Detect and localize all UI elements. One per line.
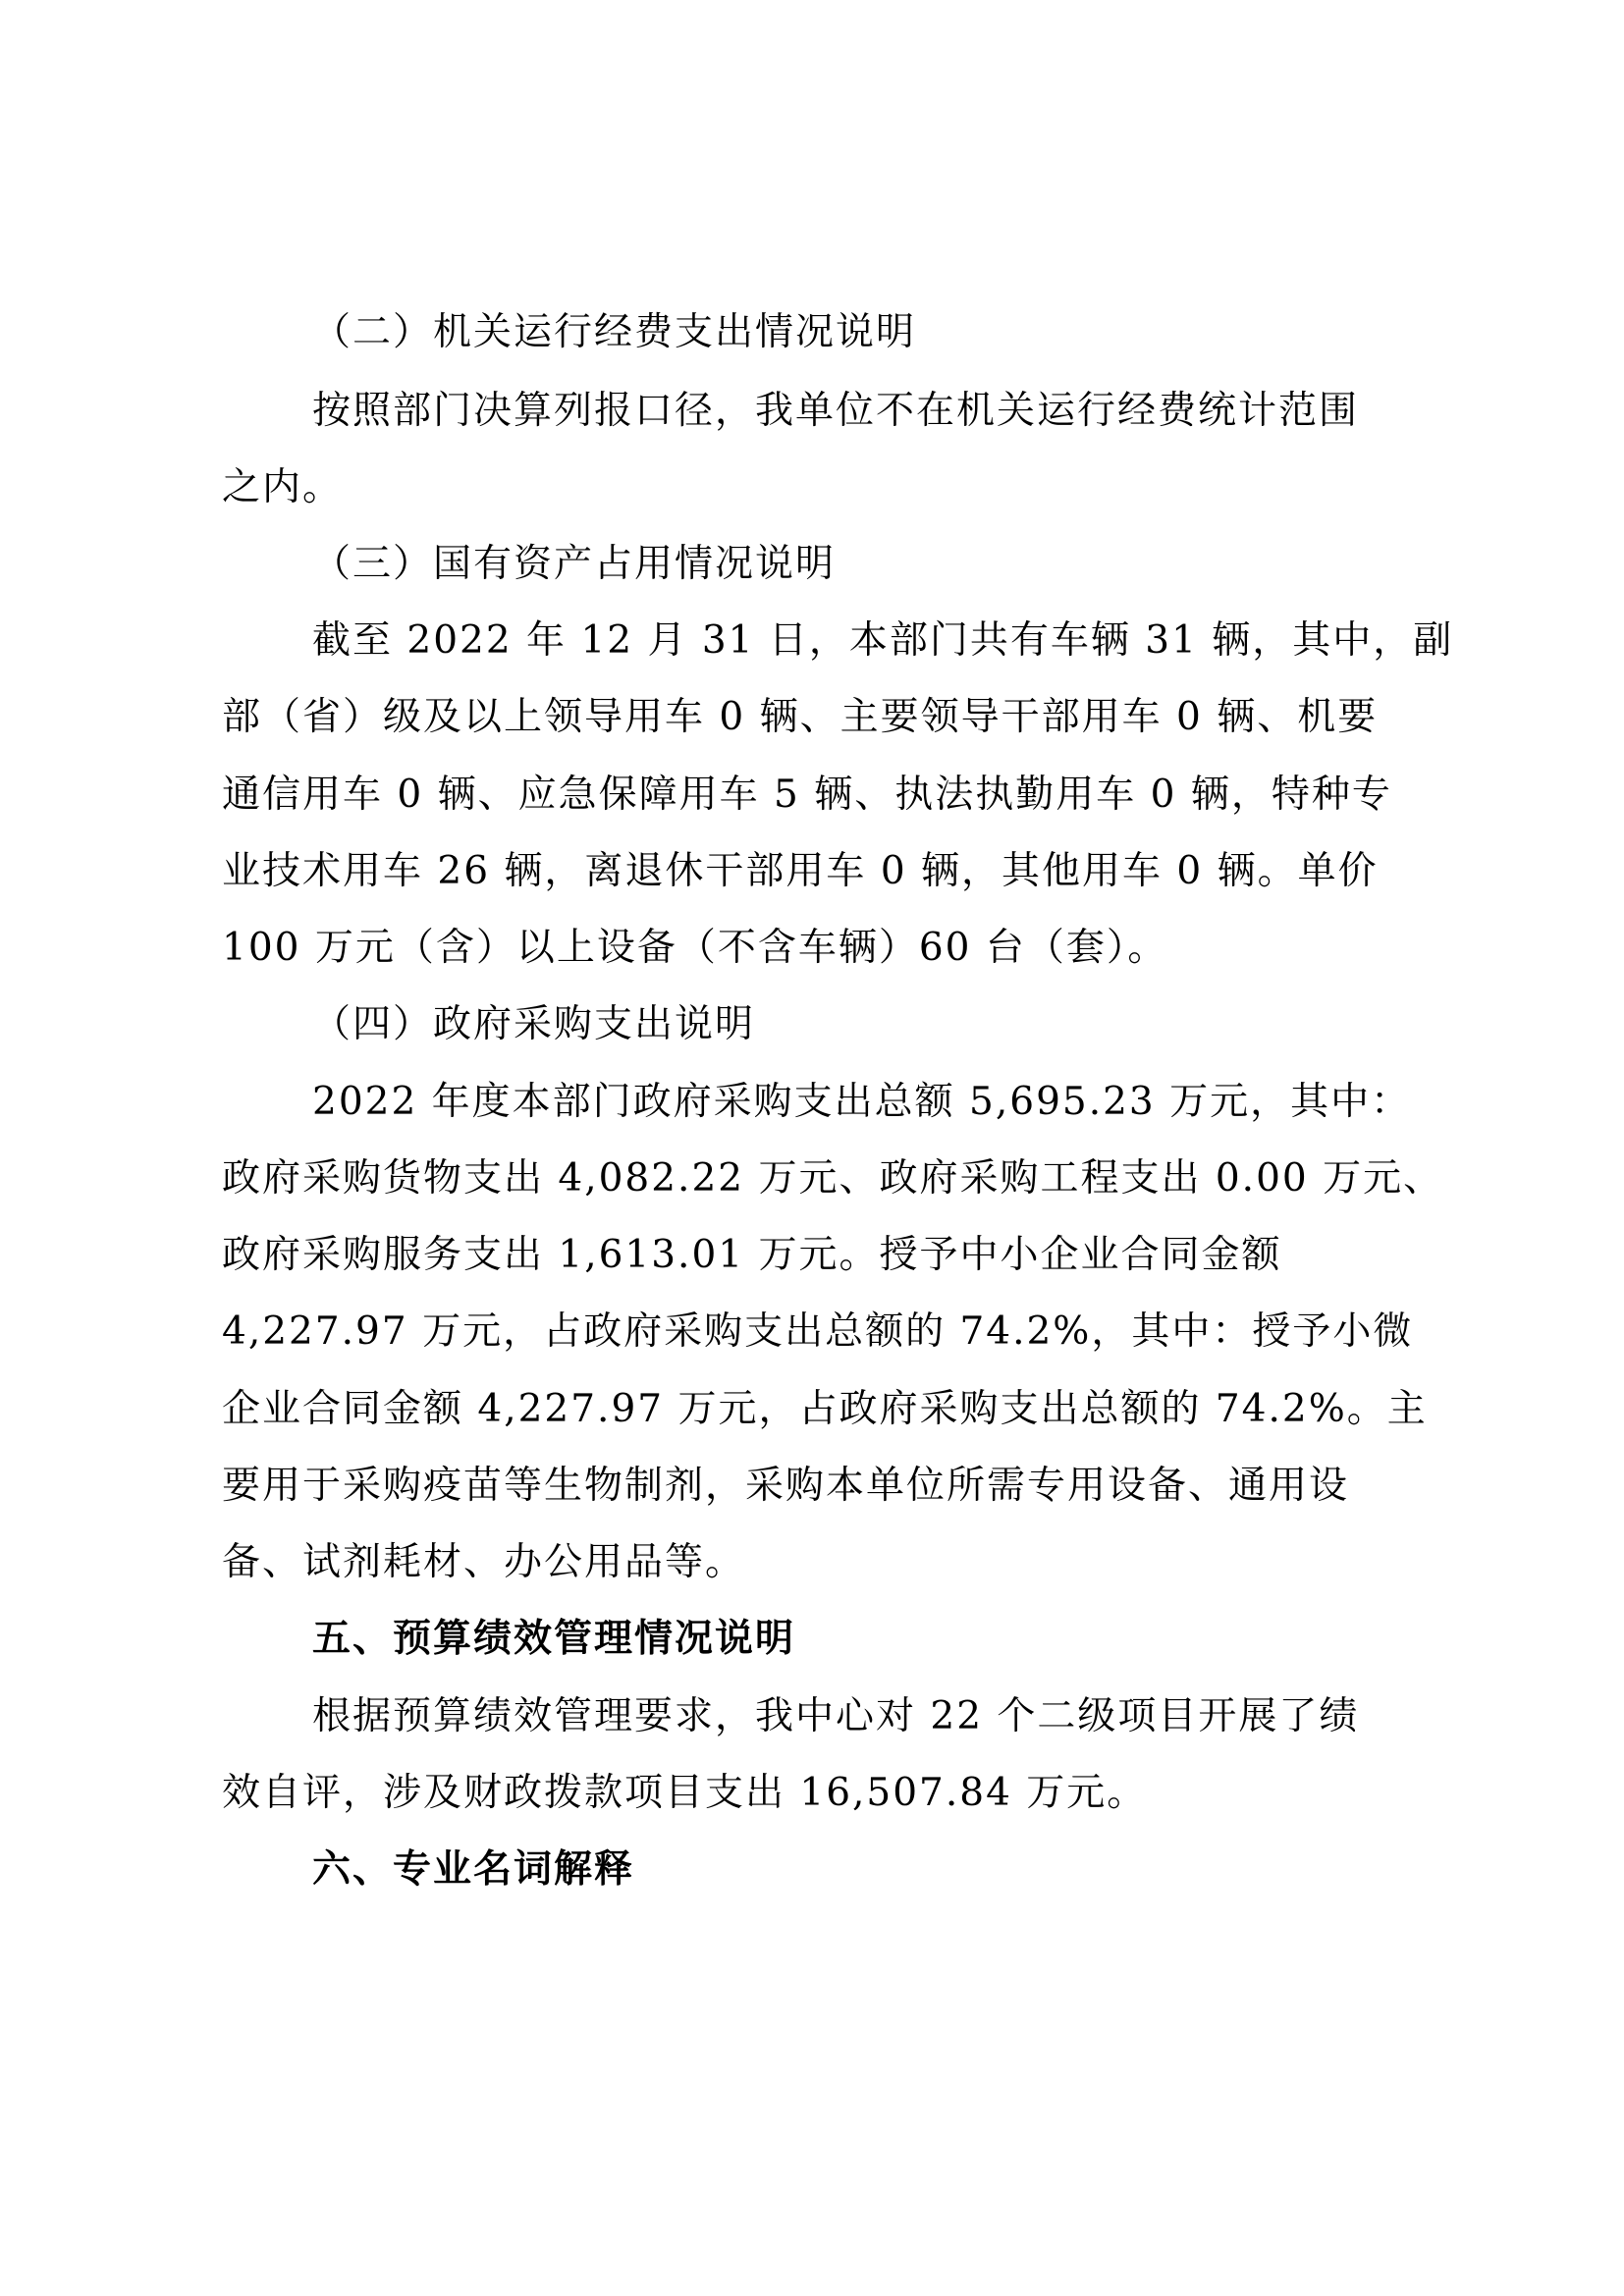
paragraph-line: 之内。 (222, 465, 344, 509)
paragraph-line: 部（省）级及以上领导用车 0 辆、主要领导干部用车 0 辆、机要 (222, 695, 1379, 739)
paragraph-line: 效自评，涉及财政拨款项目支出 16,507.84 万元。 (222, 1771, 1148, 1815)
paragraph-line: 通信用车 0 辆、应急保障用车 5 辆、执法执勤用车 0 辆，特种专 (222, 773, 1392, 817)
paragraph-line: 政府采购服务支出 1,613.01 万元。授予中小企业合同金额 (222, 1233, 1282, 1277)
section-heading-5: 五、预算绩效管理情况说明 (312, 1617, 796, 1661)
paragraph-line: 企业合同金额 4,227.97 万元，占政府采购支出总额的 74.2%。主 (222, 1387, 1428, 1431)
paragraph-line: 2022 年度本部门政府采购支出总额 5,695.23 万元，其中： (312, 1080, 1412, 1124)
paragraph-line: 备、试剂耗材、办公用品等。 (222, 1540, 746, 1584)
paragraph-line: 政府采购货物支出 4,082.22 万元、政府采购工程支出 0.00 万元、 (222, 1156, 1444, 1201)
paragraph-line: 4,227.97 万元，占政府采购支出总额的 74.2%，其中：授予小微 (222, 1309, 1414, 1354)
paragraph-line: 按照部门决算列报口径，我单位不在机关运行经费统计范围 (312, 389, 1360, 433)
paragraph-line: 100 万元（含）以上设备（不含车辆）60 台（套）。 (222, 926, 1168, 970)
paragraph-line: 截至 2022 年 12 月 31 日，本部门共有车辆 31 辆，其中，副 (312, 618, 1454, 663)
subsection-heading-3: （三）国有资产占用情况说明 (312, 542, 837, 586)
subsection-heading-2: （二）机关运行经费支出情况说明 (312, 310, 917, 354)
section-heading-6: 六、专业名词解释 (312, 1847, 635, 1892)
paragraph-line: 要用于采购疫苗等生物制剂，采购本单位所需专用设备、通用设 (222, 1464, 1350, 1508)
paragraph-line: 业技术用车 26 辆，离退休干部用车 0 辆，其他用车 0 辆。单价 (222, 849, 1379, 893)
subsection-heading-4: （四）政府采购支出说明 (312, 1002, 756, 1046)
paragraph-line: 根据预算绩效管理要求，我中心对 22 个二级项目开展了绩 (312, 1694, 1360, 1738)
